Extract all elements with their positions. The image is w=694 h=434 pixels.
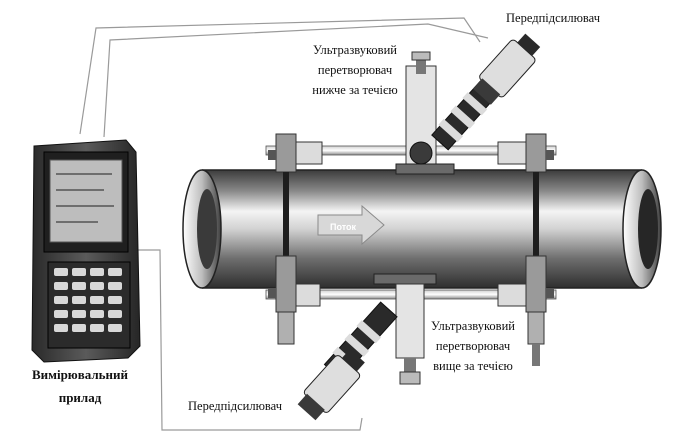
preamplifier-bottom-label: Передпідсилювач bbox=[188, 399, 282, 413]
transducer-upstream-label: Ультразвуковий перетворювач вище за течією bbox=[431, 319, 515, 373]
pipe bbox=[183, 170, 661, 288]
measuring-device bbox=[32, 140, 140, 362]
preamplifier-top-label: Передпідсилювач bbox=[506, 11, 600, 25]
device-screen bbox=[50, 160, 122, 242]
measuring-device-label: Вимірювальний прилад bbox=[31, 367, 129, 405]
flow-arrow-label: Поток bbox=[329, 222, 357, 232]
transducer-downstream-label: Ультразвуковий перетворювач нижче за течією bbox=[312, 43, 398, 97]
preamplifier-top bbox=[470, 30, 545, 108]
